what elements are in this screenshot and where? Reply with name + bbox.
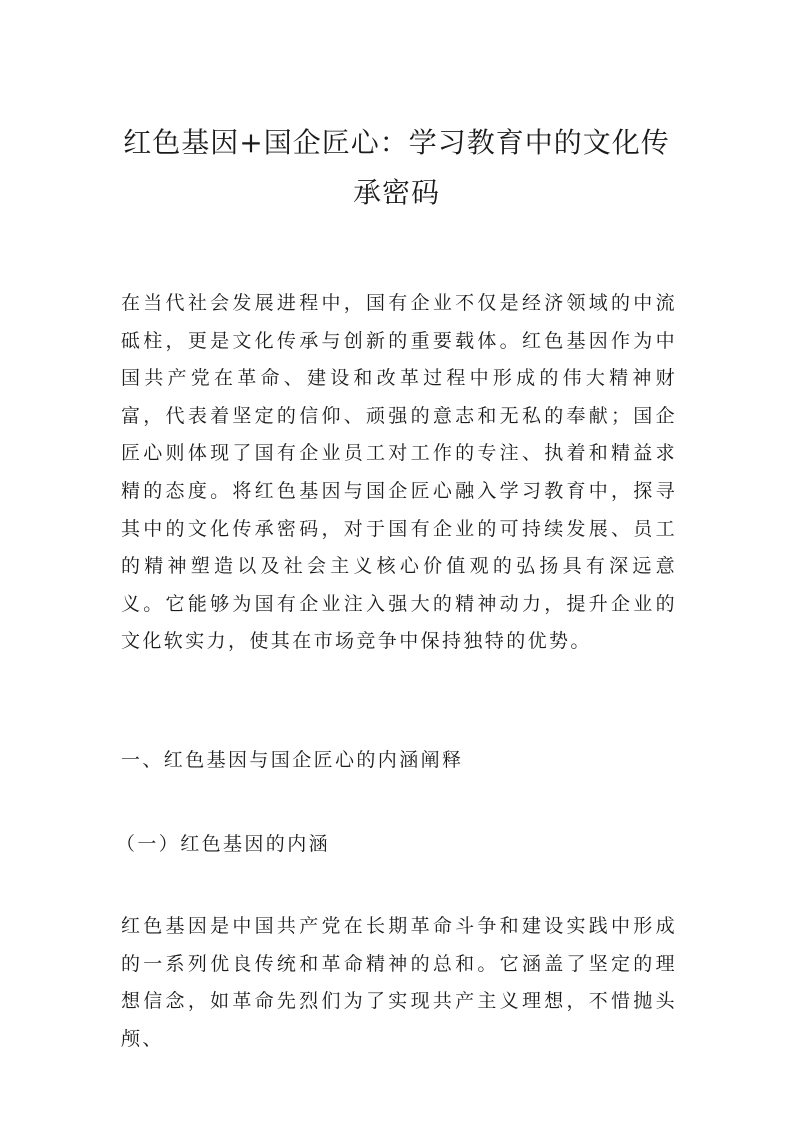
document-title: 红色基因+国企匠心：学习教育中的文化传承密码 <box>123 126 670 209</box>
body-paragraph: 红色基因是中国共产党在长期革命斗争和建设实践中形成的一系列优良传统和革命精神的总和。它涵盖了坚定的理想信念，如革命先烈们为了实现共产主义理想，不惜抛头颅、 <box>121 915 677 1050</box>
section-heading: 一、红色基因与国企匠心的内涵阐释 <box>121 749 464 771</box>
intro-paragraph: 在当代社会发展进程中，国有企业不仅是经济领域的中流砥柱，更是文化传承与创新的重要载体。红色基因作为中国共产党在革命、建设和改革过程中形成的伟大精神财富，代表着坚定的信仰、顽强的意志和无私的奉献；国企匠心则体现了国有企业员工对工作的专注、执着和精益求精的态度。将红色基因与国企匠心融入学习教育中，探寻其中的文化传承密码，对于国有企业的可持续发展、员工的精神塑造以及社会主义核心价值观的弘扬具有深远意义。它能够为国有企业注入强大的精神动力，提升企业的文化软实力，使其在市场竞争中保持独特的优势。 <box>121 292 677 653</box>
subsection-heading: （一）红色基因的内涵 <box>116 833 331 855</box>
